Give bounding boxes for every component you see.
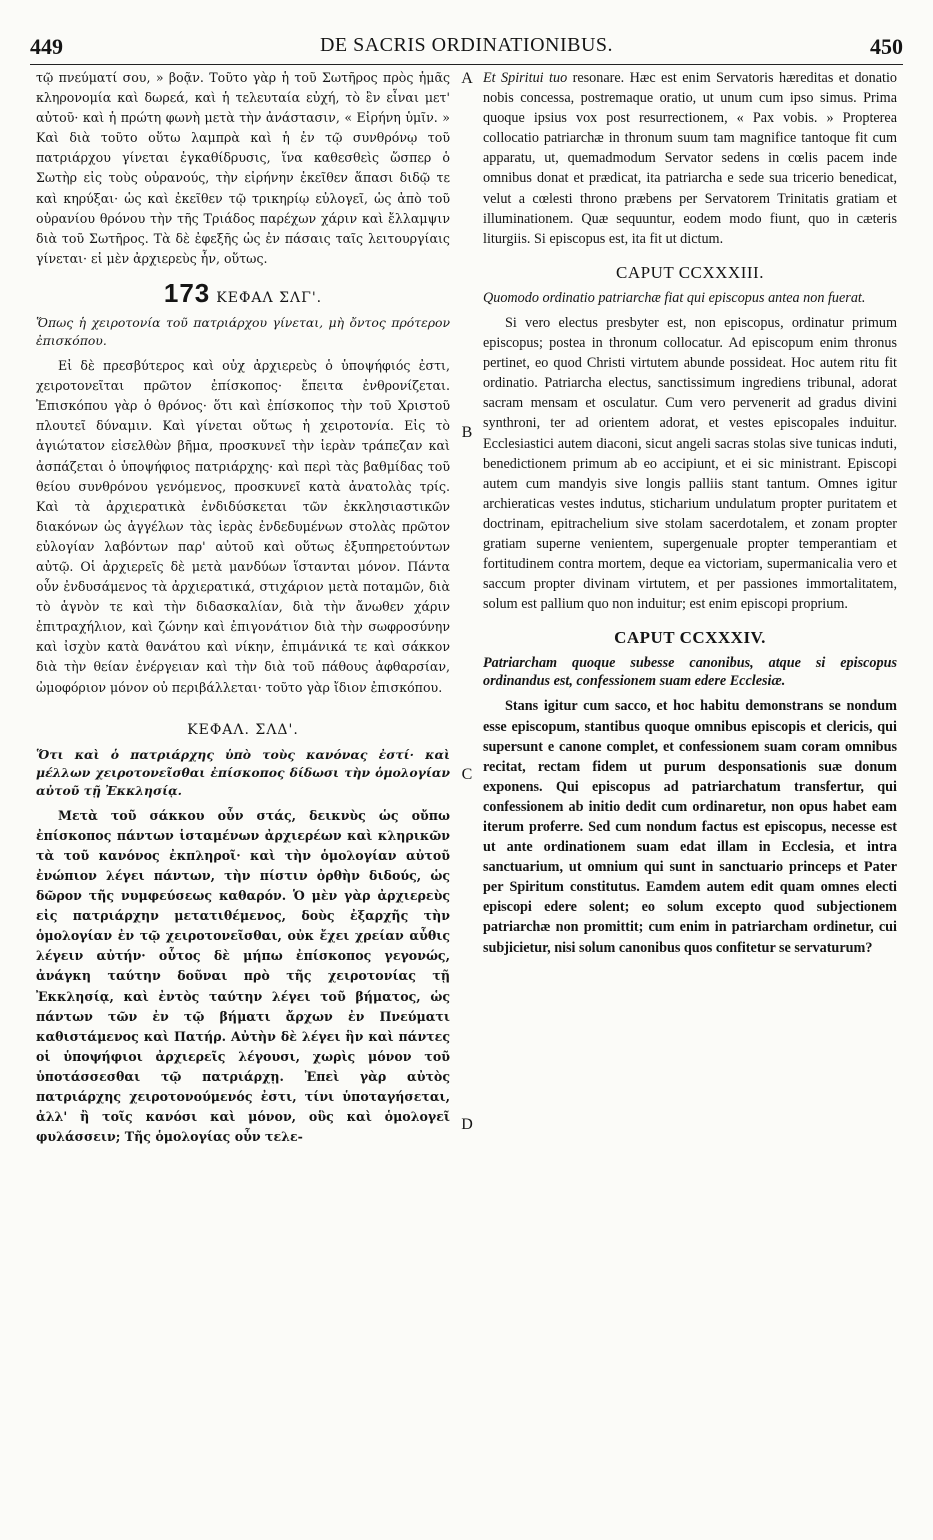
margin-letter-c: C — [461, 766, 473, 783]
page-number-left: 449 — [30, 34, 63, 59]
chapter-number: 173 — [163, 277, 211, 308]
margin-letter-b: B — [461, 424, 473, 441]
latin-chapter-heading-2: CAPUT CCXXXIV. — [614, 628, 766, 648]
latin-quote: Et Spiritui tuo — [483, 70, 568, 86]
greek-paragraph-3: Μετὰ τοῦ σάκκου οὖν στάς, δεικνὺς ὡς οὔπω ἐπίσκοπος πάντων ἱσταμένων ἀρχιερέων καὶ κληρικῶν τὰ τοῦ κανόνος ἐκπληροῖ· καὶ τὴν ὁμολογίαν αὐτοῦ ἐνώπιον λέγει πάντων, τὴν πίστιν ὀρθὴν διδούς, ὡς δῶρον τῆς νυμφεύσεως καθαρόν. Ὁ μὲν γὰρ ἀρχιερεὺς εἰς πατριάρχην μετατιθέμενος, δοὺς ἐξαρχῆς τὴν ὁμολογίαν ἐν τῷ χειροτονεῖσθαι, οὐκ ἔχει χρείαν αὖθις λέγειν αὐτήν· οὗτος δὲ μήπω ἐπίσκοπος γεγονώς, ἀνάγκη ταύτην δοῦναι πρὸ τῆς χειροτονίας τῇ Ἐκκλησίᾳ, καὶ ἐντὸς ταύτην λέγει τοῦ βήματος, ὡς πάντων τῶν ἐν τῷ βήματι ἄρχων ἐν Πνεύματι καθιστάμενος καὶ Πατήρ. Αὐτὴν δὲ λέγει ἣν καὶ πάντες οἱ ὑποψήφιοι ἀρχιερεῖς λέγουσι, χωρὶς μόνον τοῦ ὑποτάσσεσθαι τῷ πατριάρχῃ. Ἐπεὶ γὰρ αὐτὸς πατριάρχης χειροτονούμενός ἐστι, τίνι ὑποταγήσεται, ἀλλ' ἢ τοῖς κανόσι καὶ μόνον, οὓς καὶ ὁμολογεῖ φυλάσσειν; Τῆς ὁμολογίας οὖν τελε- — [36, 807, 450, 1145]
latin-paragraph-1-text: resonare. Hæc est enim Servatoris hæreditas et donatio nobis concessa, postremaque oratio, ut unum cum ipso simus. Prima quoque ipsius vox post resurrectionem, « Pax vobis. » Propterea collocatio patriarchæ in thronum suum tam magnifice tantoque fit cum apparatu, ut, quemadmodum Servator sedens in cœlis pacem inde omnibus donat et prædicat, ita patriarcha e sede sua tricerio benedicat, velut a cœlesti throno præbens per Servatorem Trinitatis gratiam et illuminationem. Quæ sequuntur, eodem modo fiunt, quo in cæteris liturgiis. Si episcopus est, ita fit ut dictum. — [483, 70, 897, 247]
margin-letter-a: A — [461, 70, 473, 87]
greek-column — [36, 68, 450, 1518]
running-title: DE SACRIS ORDINATIONIBUS. — [319, 34, 614, 56]
margin-letter-d: D — [461, 1116, 473, 1133]
greek-chapter-heading-1 — [36, 277, 450, 308]
latin-chapter-caption-2: Patriarcham quoque subesse canonibus, atque si episcopus ordinandus est, confessionem suam edere Ecclesiæ. — [483, 655, 897, 690]
greek-chapter-heading-2: ΚΕΦΑΛ. ΣΛΔ'. — [187, 721, 299, 738]
greek-chapter-caption-1: Ὅπως ἡ χειροτονία τοῦ πατριάρχου γίνεται, μὴ ὄντος πρότερον ἐπισκόπου. — [36, 315, 450, 349]
latin-paragraph-3: Stans igitur cum sacco, et hoc habitu demonstrans se nondum esse episcopum, stantibus quoque omnibus episcopis et clericis, qui supersunt e canone complet, et confessionem suam coram omnibus recitat, rectam fidem ut purum desponsationis suæ donum exponens. Qui episcopus ad patriarchatum transfertur, qui confessionem ab initio dedit cum ordinaretur, non opus habet eam iterum proferre. Sed cum nondum factus est episcopus, necesse est ut ante ordinationem suam edat illam in Ecclesia, et intra sanctuarium, ut omnium qui sunt in sanctuario princeps et Pater per Spiritum constitutus. Eamdem autem edit quam omnes electi episcopi edere solent; eo solum excepto quod subjectionem patriarchæ non promittit; cum enim in patriarcham ordinetur, cui subjicietur, nisi solum canonibus quos confitetur se servaturum? — [483, 698, 897, 956]
greek-paragraph-2: Εἰ δὲ πρεσβύτερος καὶ οὐχ ἀρχιερεὺς ὁ ὑποψήφιός ἐστι, χειροτονεῖται πρῶτον ἐπίσκοπος· ἔπειτα ἐνθρονίζεται. Ἐπισκόπου γὰρ ὁ θρόνος· ὅτι καὶ ἐπίσκοπος τὴν τοῦ Χριστοῦ πλουτεῖ δύναμιν. Καὶ γίνεται οὕτως ἡ χειροτονία. Εἰς τὸ ἁγιώτατον εἰσελθὼν βῆμα, προσκυνεῖ τὴν ἱερὰν τράπεζαν καὶ ἀσπάζεται ὁ ὑποψήφιος πατριάρχης· καὶ περὶ τὰς βαθμίδας τοῦ θείου συνθρόνου γενόμενος, προσκυνεῖ κατὰ ἀνατολὰς τρίς. Καὶ τὰ ἀρχιερατικὰ ἐνδιδύσκεται τῶν ἐκκλησιαστικῶν διακόνων ὡς ἀγγέλων τὰς ἱερὰς ἐνδεδυμένων στολὰς πρῶτον εὐλογίαν λαβόντων παρ' αὐτοῦ καὶ οὕτως ἐξυπηρετούντων αὐτῷ. Οἱ ἀρχιερεῖς δὲ μετὰ μανδύων ἵστανται μόνον. Πάντα οὖν ἐνδυσάμενος τὰ ἀρχιερατικά, στιχάριον μετὰ ποταμῶν, διὰ τὸ ἁγνὸν τε καὶ τὴν διδασκαλίαν, διὰ τὴν ἄνωθεν χάριν ἐπιτραχήλιον, καὶ ζώνην καὶ ἐπιγονάτιον διὰ τὴν σωφροσύνην καὶ ἰσχὺν κατὰ θανάτου καὶ νίκην, ἐπιμάνικά τε καὶ σάκκον διὰ τὴν θείαν ἐνέργειαν καὶ τὴν διὰ τοῦ πάθους ἀφθαρσίαν, ὠμοφόριον μόνον οὐ περιβάλλεται· τοῦτο γὰρ ἴδιον ἐπισκόπου. — [36, 358, 450, 695]
greek-paragraph-1: τῷ πνεύματί σου, » βοᾷν. Τοῦτο γὰρ ἡ τοῦ Σωτῆρος πρὸς ἡμᾶς κληρονομία καὶ δωρεά, καὶ ἡ τελευταία εὐχή, τὸ ἓν εἶναι μετ' αὐτοῦ· καὶ ἡ πρώτη φωνὴ μετὰ τὴν ἀνάστασιν, « Εἰρήνη ὑμῖν. » Καὶ διὰ τοῦτο οὕτω λαμπρὰ καὶ ἡ ἐν τῷ συνθρόνῳ τοῦ πατριάρχου γίνεται ἐγκαθίδρυσις, ἵνα καθεσθεὶς ὥσπερ ὁ Σωτὴρ εἰς τοὺς οὐρανούς, τὴν εἰρήνην ἐκεῖθεν ἅπασι διδῷ τε καὶ κηρύξαι· ὡς καὶ ἐκεῖθεν τῷ τρικηρίῳ εὐλογεῖ, ὡς ἀπὸ τοῦ οὐρανίου θρόνου τὴν τῆς Τριάδος παρέχων χάριν καὶ ἔλλαμψιν διὰ τοῦ Σωτῆρος. Τὰ δὲ ἐφεξῆς ὡς ἐν πάσαις ταῖς λειτουργίαις γίνεται· εἰ μὲν ἀρχιερεὺς ἦν, οὕτως. — [36, 70, 450, 266]
latin-column — [483, 68, 897, 1518]
greek-chapter-caption-2: Ὅτι καὶ ὁ πατριάρχης ὑπὸ τοὺς κανόνας ἐστί· καὶ μέλλων χειροτονεῖσθαι ἐπίσκοπος δίδωσι τὴν ὁμολογίαν αὐτοῦ τῇ Ἐκκλησίᾳ. — [36, 746, 450, 798]
margin-markers — [452, 0, 482, 1540]
latin-chapter-heading-1: CAPUT CCXXXIII. — [616, 262, 764, 282]
latin-paragraph-2: Si vero electus presbyter est, non episcopus, ordinatur primum episcopus; postea in thronum collocatur. Ad episcopum enim thronus pertinet, eo quod Christi virtutem abunde possideat. Hoc autem ritu fit ordinatio. Patriarcha electus, sanctissimum ingrediens tribunal, adorat sacram mensam et osculatur. Cum vero pervenerit ad gradus divini synthroni, ter ad orientem adorat, et vestes episcopales induitur. Ecclesiastici autem diaconi, sicut angeli sacras stolas sive tunicas induti, benedictionem primum ab eo accipiunt, et ei sic ministrant. Episcopi autem cum mandyis sive longis palliis stant tantum. Omnes igitur archieraticas vestes indutus, sticharium undulatum propter puritatem et doctrinam, epitrachelium sive stolam sacerdotalem, et zonam propter gratiam superne venientem, supergenuale propter temperantiam et fortitudinem contra mortem, deque ea victoriam, supermanicalia vero et saccum propter divinam virtutem, et per passiones immortalitatem, solum est pallium quo non induitur; est enim episcopi proprium. — [483, 314, 897, 613]
page-number-right: 450 — [870, 34, 903, 59]
latin-chapter-caption-1: Quomodo ordinatio patriarchæ fiat qui episcopus antea non fuerat. — [483, 289, 866, 306]
latin-paragraph-1 — [483, 68, 897, 249]
greek-chapter-title-1: ΚΕΦΑΛ ΣΛΓ'. — [216, 289, 323, 306]
